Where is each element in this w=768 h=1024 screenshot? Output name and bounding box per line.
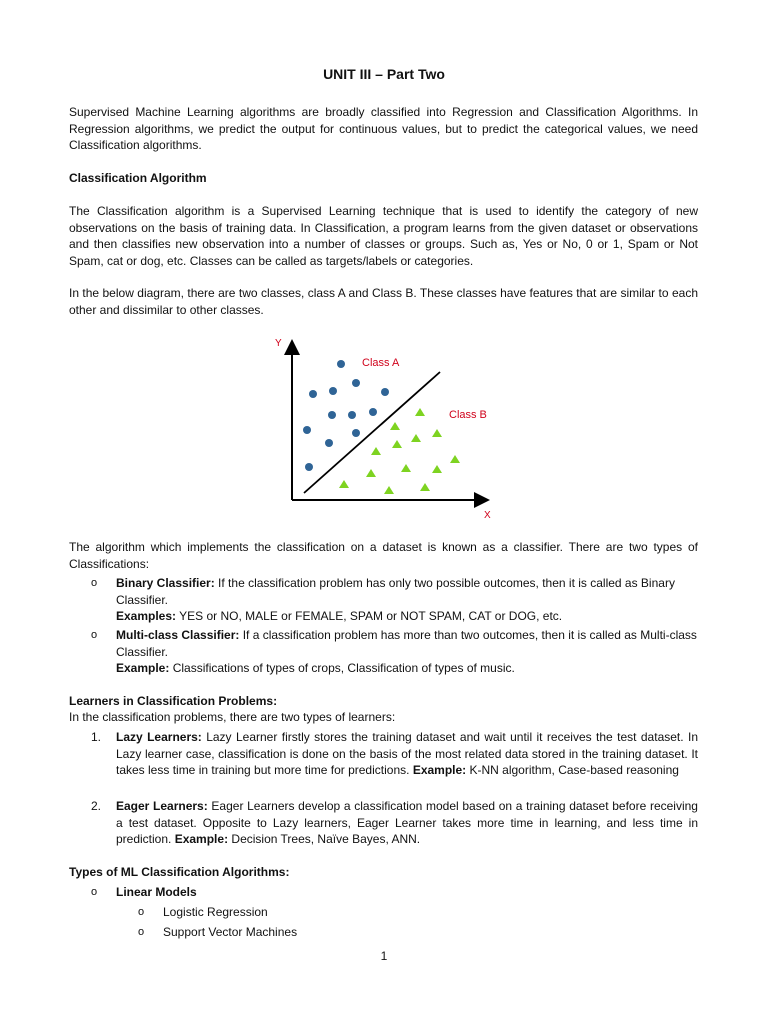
eager-learners-desc: Eager Learners develop a classification model based on a training dataset before receiving a test dataset. Opposite to Lazy learners, Eager Learner takes more time in learning, and less time in prediction.: [116, 799, 698, 846]
class-b-point: [392, 440, 402, 448]
types-heading: Types of ML Classification Algorithms:: [69, 865, 290, 879]
class-b-point: [411, 434, 421, 442]
diagram-intro-paragraph: In the below diagram, there are two classes, class A and Class B. These classes have features that are similar to each other and dissimilar to other classes.: [69, 286, 698, 317]
class-b-points: [339, 408, 460, 494]
class-b-point: [420, 483, 430, 491]
class-b-label: Class B: [449, 409, 487, 421]
class-a-point: [348, 411, 356, 419]
classifier-intro-paragraph: The algorithm which implements the classification on a dataset is known as a classifier. There are two types of Classifications:: [69, 540, 698, 571]
classification-paragraph: The Classification algorithm is a Supervised Learning technique that is used to identify the category of new observations on the basis of training data. In Classification, a program learns from the given dataset or observations and then classifies new observation into a number of classes or groups. Such as, Yes or No, 0 or 1, Spam or Not Spam, cat or dog, etc. Classes can be called as targets/labels or categories.: [69, 204, 698, 268]
multiclass-classifier-term: Multi-class Classifier:: [116, 628, 240, 642]
bullet-marker: o: [91, 577, 98, 589]
classification-diagram: [270, 335, 500, 525]
binary-classifier-example: YES or NO, MALE or FEMALE, SPAM or NOT SPAM, CAT or DOG, etc.: [176, 609, 563, 623]
class-b-point: [415, 408, 425, 416]
class-a-point: [325, 439, 333, 447]
binary-classifier-desc: If the classification problem has only two possible outcomes, then it is called as Binary Classifier.: [116, 576, 675, 607]
eager-learners-term: Eager Learners:: [116, 799, 208, 813]
x-axis-label: X: [484, 510, 491, 521]
bullet-marker: o: [138, 926, 145, 938]
logistic-regression-label: Logistic Regression: [163, 905, 268, 919]
class-a-point: [352, 379, 360, 387]
bullet-marker: o: [91, 629, 98, 641]
class-b-point: [384, 486, 394, 494]
class-b-point: [432, 429, 442, 437]
binary-classifier-example-label: Examples:: [116, 609, 177, 623]
multiclass-classifier-item: [91, 627, 698, 677]
class-b-point: [390, 422, 400, 430]
class-b-point: [371, 447, 381, 455]
class-b-point: [401, 464, 411, 472]
logistic-regression-item: [138, 904, 268, 921]
class-a-point: [381, 388, 389, 396]
learners-heading: Learners in Classification Problems:: [69, 694, 278, 708]
intro-paragraph: Supervised Machine Learning algorithms are broadly classified into Regression and Classification Algorithms. In Regression algorithms, we predict the output for continuous values, but to predict the categorical values, we need Classification algorithms.: [69, 105, 698, 152]
classification-heading: Classification Algorithm: [69, 171, 207, 185]
multiclass-classifier-example: Classifications of types of crops, Classification of types of music.: [169, 661, 515, 675]
linear-models-label: Linear Models: [116, 885, 197, 899]
class-a-point: [337, 360, 345, 368]
class-b-point: [432, 465, 442, 473]
y-axis-label: Y: [275, 338, 282, 349]
learners-intro: In the classification problems, there are two types of learners:: [69, 710, 396, 724]
class-a-point: [303, 426, 311, 434]
list-number: 1.: [91, 730, 102, 744]
multiclass-classifier-desc: If a classification problem has more than two outcomes, then it is called as Multi-class Classifier.: [116, 628, 697, 659]
eager-learners-example: Decision Trees, Naïve Bayes, ANN.: [228, 832, 421, 846]
page-number: 1: [380, 949, 388, 963]
eager-learners-item: [91, 798, 698, 848]
class-a-point: [328, 411, 336, 419]
class-b-point: [450, 455, 460, 463]
list-number: 2.: [91, 799, 102, 813]
bullet-marker: o: [138, 906, 145, 918]
eager-learners-example-label: Example:: [174, 832, 229, 846]
class-a-point: [329, 387, 337, 395]
lazy-learners-desc: Lazy Learner firstly stores the training dataset and wait until it receives the test dataset. In Lazy learner case, classification is done on the basis of the most related data stored in the training dataset. It takes less time in training but more time for predictions.: [116, 730, 699, 777]
linear-models-item: [91, 884, 197, 901]
binary-classifier-term: Binary Classifier:: [116, 576, 215, 590]
multiclass-classifier-example-label: Example:: [116, 661, 170, 675]
svm-label: Support Vector Machines: [163, 925, 298, 939]
lazy-learners-example: K-NN algorithm, Case-based reasoning: [466, 763, 679, 777]
page-title: UNIT III – Part Two: [323, 66, 445, 82]
class-a-point: [309, 390, 317, 398]
lazy-learners-term: Lazy Learners:: [116, 730, 202, 744]
class-b-point: [366, 469, 376, 477]
bullet-marker: o: [91, 886, 98, 898]
class-a-point: [369, 408, 377, 416]
class-a-label: Class A: [362, 357, 400, 369]
lazy-learners-example-label: Example:: [412, 763, 467, 777]
binary-classifier-item: [91, 575, 698, 625]
class-a-point: [352, 429, 360, 437]
lazy-learners-item: [91, 729, 698, 779]
svm-item: [138, 924, 297, 941]
class-b-point: [339, 480, 349, 488]
class-a-point: [305, 463, 313, 471]
